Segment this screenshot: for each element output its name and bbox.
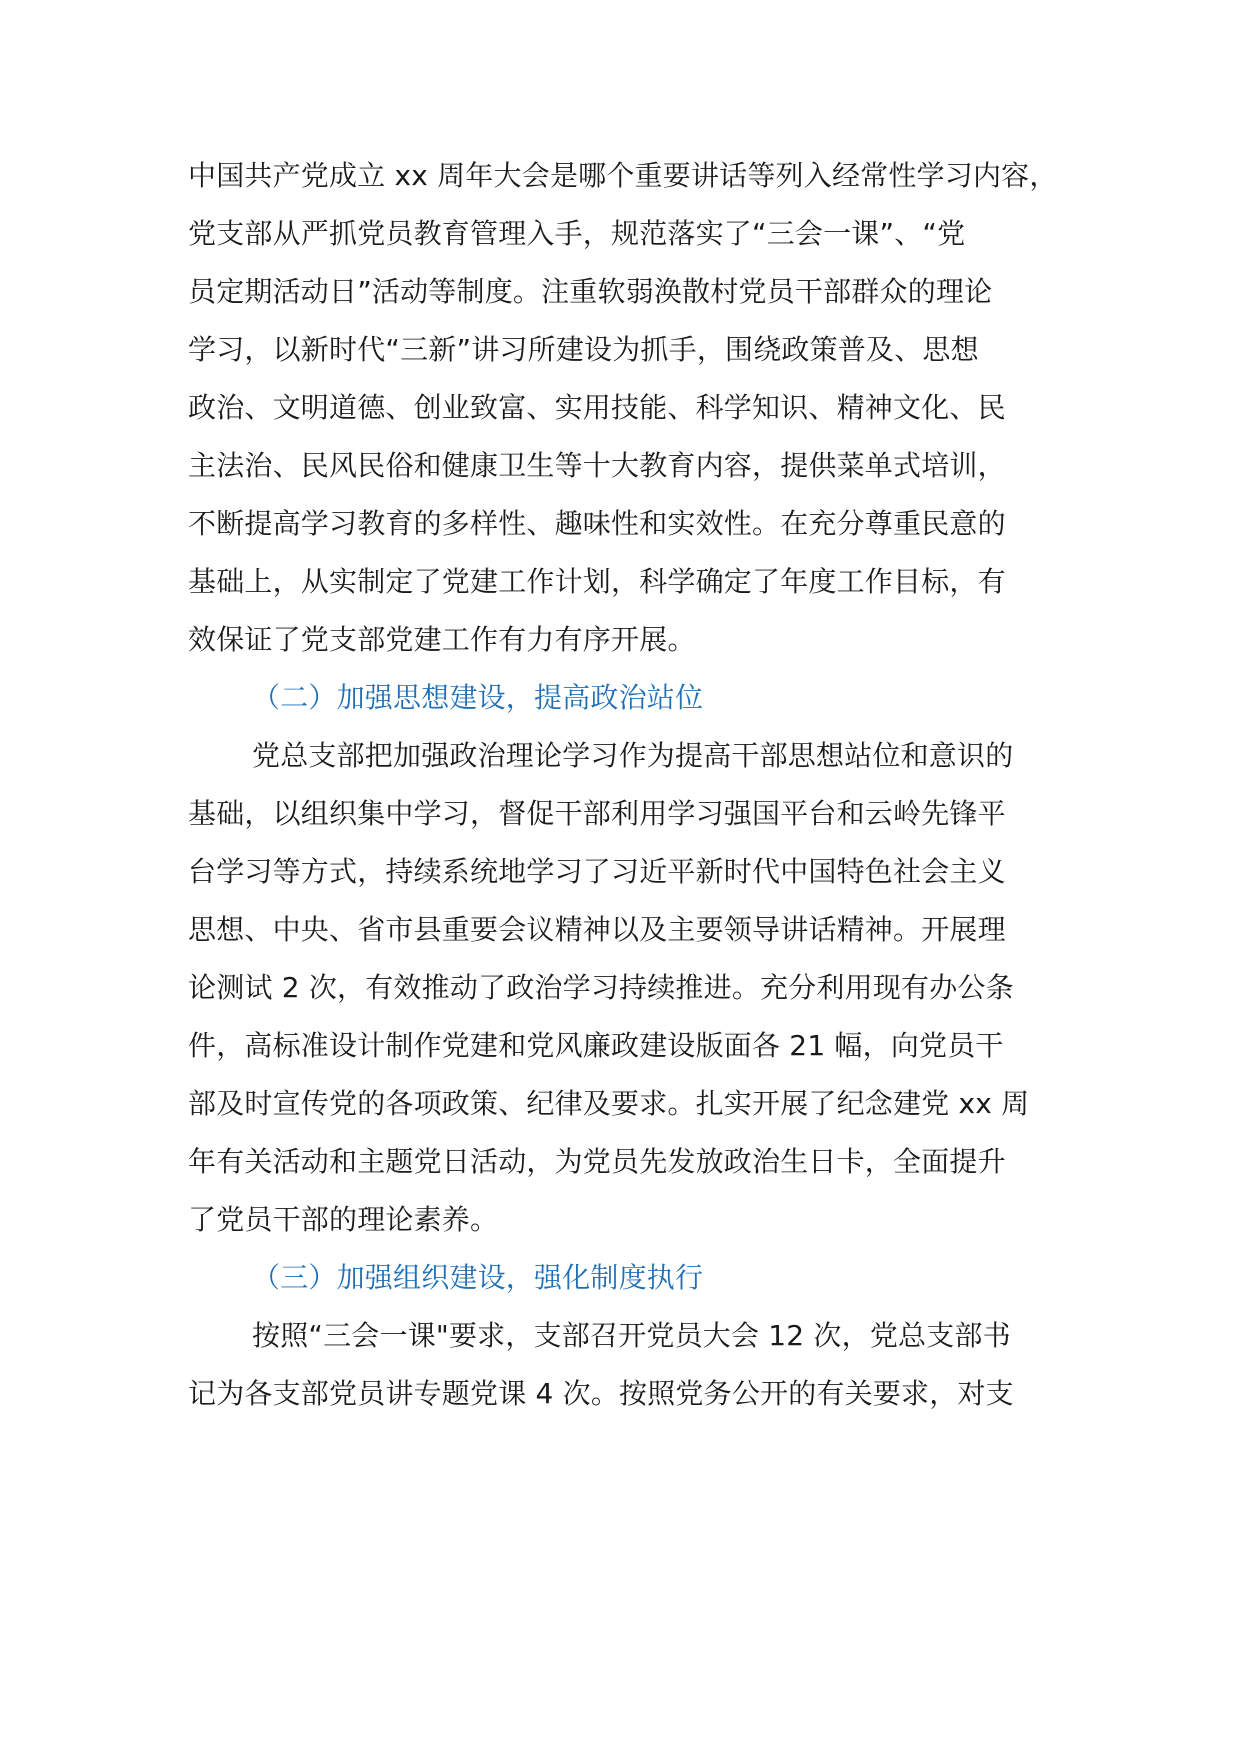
paragraph-1-line-9: 效保证了党支部党建工作有力有序开展。 [188,623,696,656]
section-heading-3: （三）加强组织建设，强化制度执行 [252,1261,704,1294]
paragraph-2-line-1: 党总支部把加强政治理论学习作为提高干部思想站位和意识的 [252,739,1014,772]
paragraph-1-line-4: 学习，以新时代“三新”讲习所建设为抓手，围绕政策普及、思想 [188,333,979,366]
paragraph-2-line-6: 件，高标准设计制作党建和党风廉政建设版面各 21 幅，向党员干 [188,1029,1004,1062]
paragraph-1-line-8: 基础上，从实制定了党建工作计划，科学确定了年度工作目标，有 [188,565,1006,598]
paragraph-2-line-3: 台学习等方式，持续系统地学习了习近平新时代中国特色社会主义 [188,855,1006,888]
paragraph-2-line-8: 年有关活动和主题党日活动，为党员先发放政治生日卡，全面提升 [188,1145,1006,1178]
paragraph-2-line-7: 部及时宣传党的各项政策、纪律及要求。扎实开展了纪念建党 xx 周 [188,1087,1030,1120]
paragraph-1-line-3: 员定期活动日”活动等制度。注重软弱涣散村党员干部群众的理论 [188,275,993,308]
paragraph-1-line-7: 不断提高学习教育的多样性、趣味性和实效性。在充分尊重民意的 [188,507,1006,540]
paragraph-3-line-2: 记为各支部党员讲专题党课 4 次。按照党务公开的有关要求，对支 [188,1377,1014,1410]
section-heading-2: （二）加强思想建设，提高政治站位 [252,681,704,714]
paragraph-2-line-2: 基础，以组织集中学习，督促干部利用学习强国平台和云岭先锋平 [188,797,1006,830]
paragraph-1-line-2: 党支部从严抓党员教育管理入手，规范落实了“三会一课”、“党 [188,217,966,250]
paragraph-2-line-9: 了党员干部的理论素养。 [188,1203,499,1236]
paragraph-1-line-5: 政治、文明道德、创业致富、实用技能、科学知识、精神文化、民 [188,391,1006,424]
paragraph-1-line-6: 主法治、民风民俗和健康卫生等十大教育内容，提供菜单式培训， [188,449,1006,482]
paragraph-3-line-1: 按照“三会一课"要求，支部召开党员大会 12 次，党总支部书 [252,1319,1011,1352]
paragraph-2-line-5: 论测试 2 次，有效推动了政治学习持续推进。充分利用现有办公条 [188,971,1014,1004]
paragraph-2-line-4: 思想、中央、省市县重要会议精神以及主要领导讲话精神。开展理 [188,913,1006,946]
paragraph-1-line-1: 中国共产党成立 xx 周年大会是哪个重要讲话等列入经常性学习内容， [188,159,1058,192]
